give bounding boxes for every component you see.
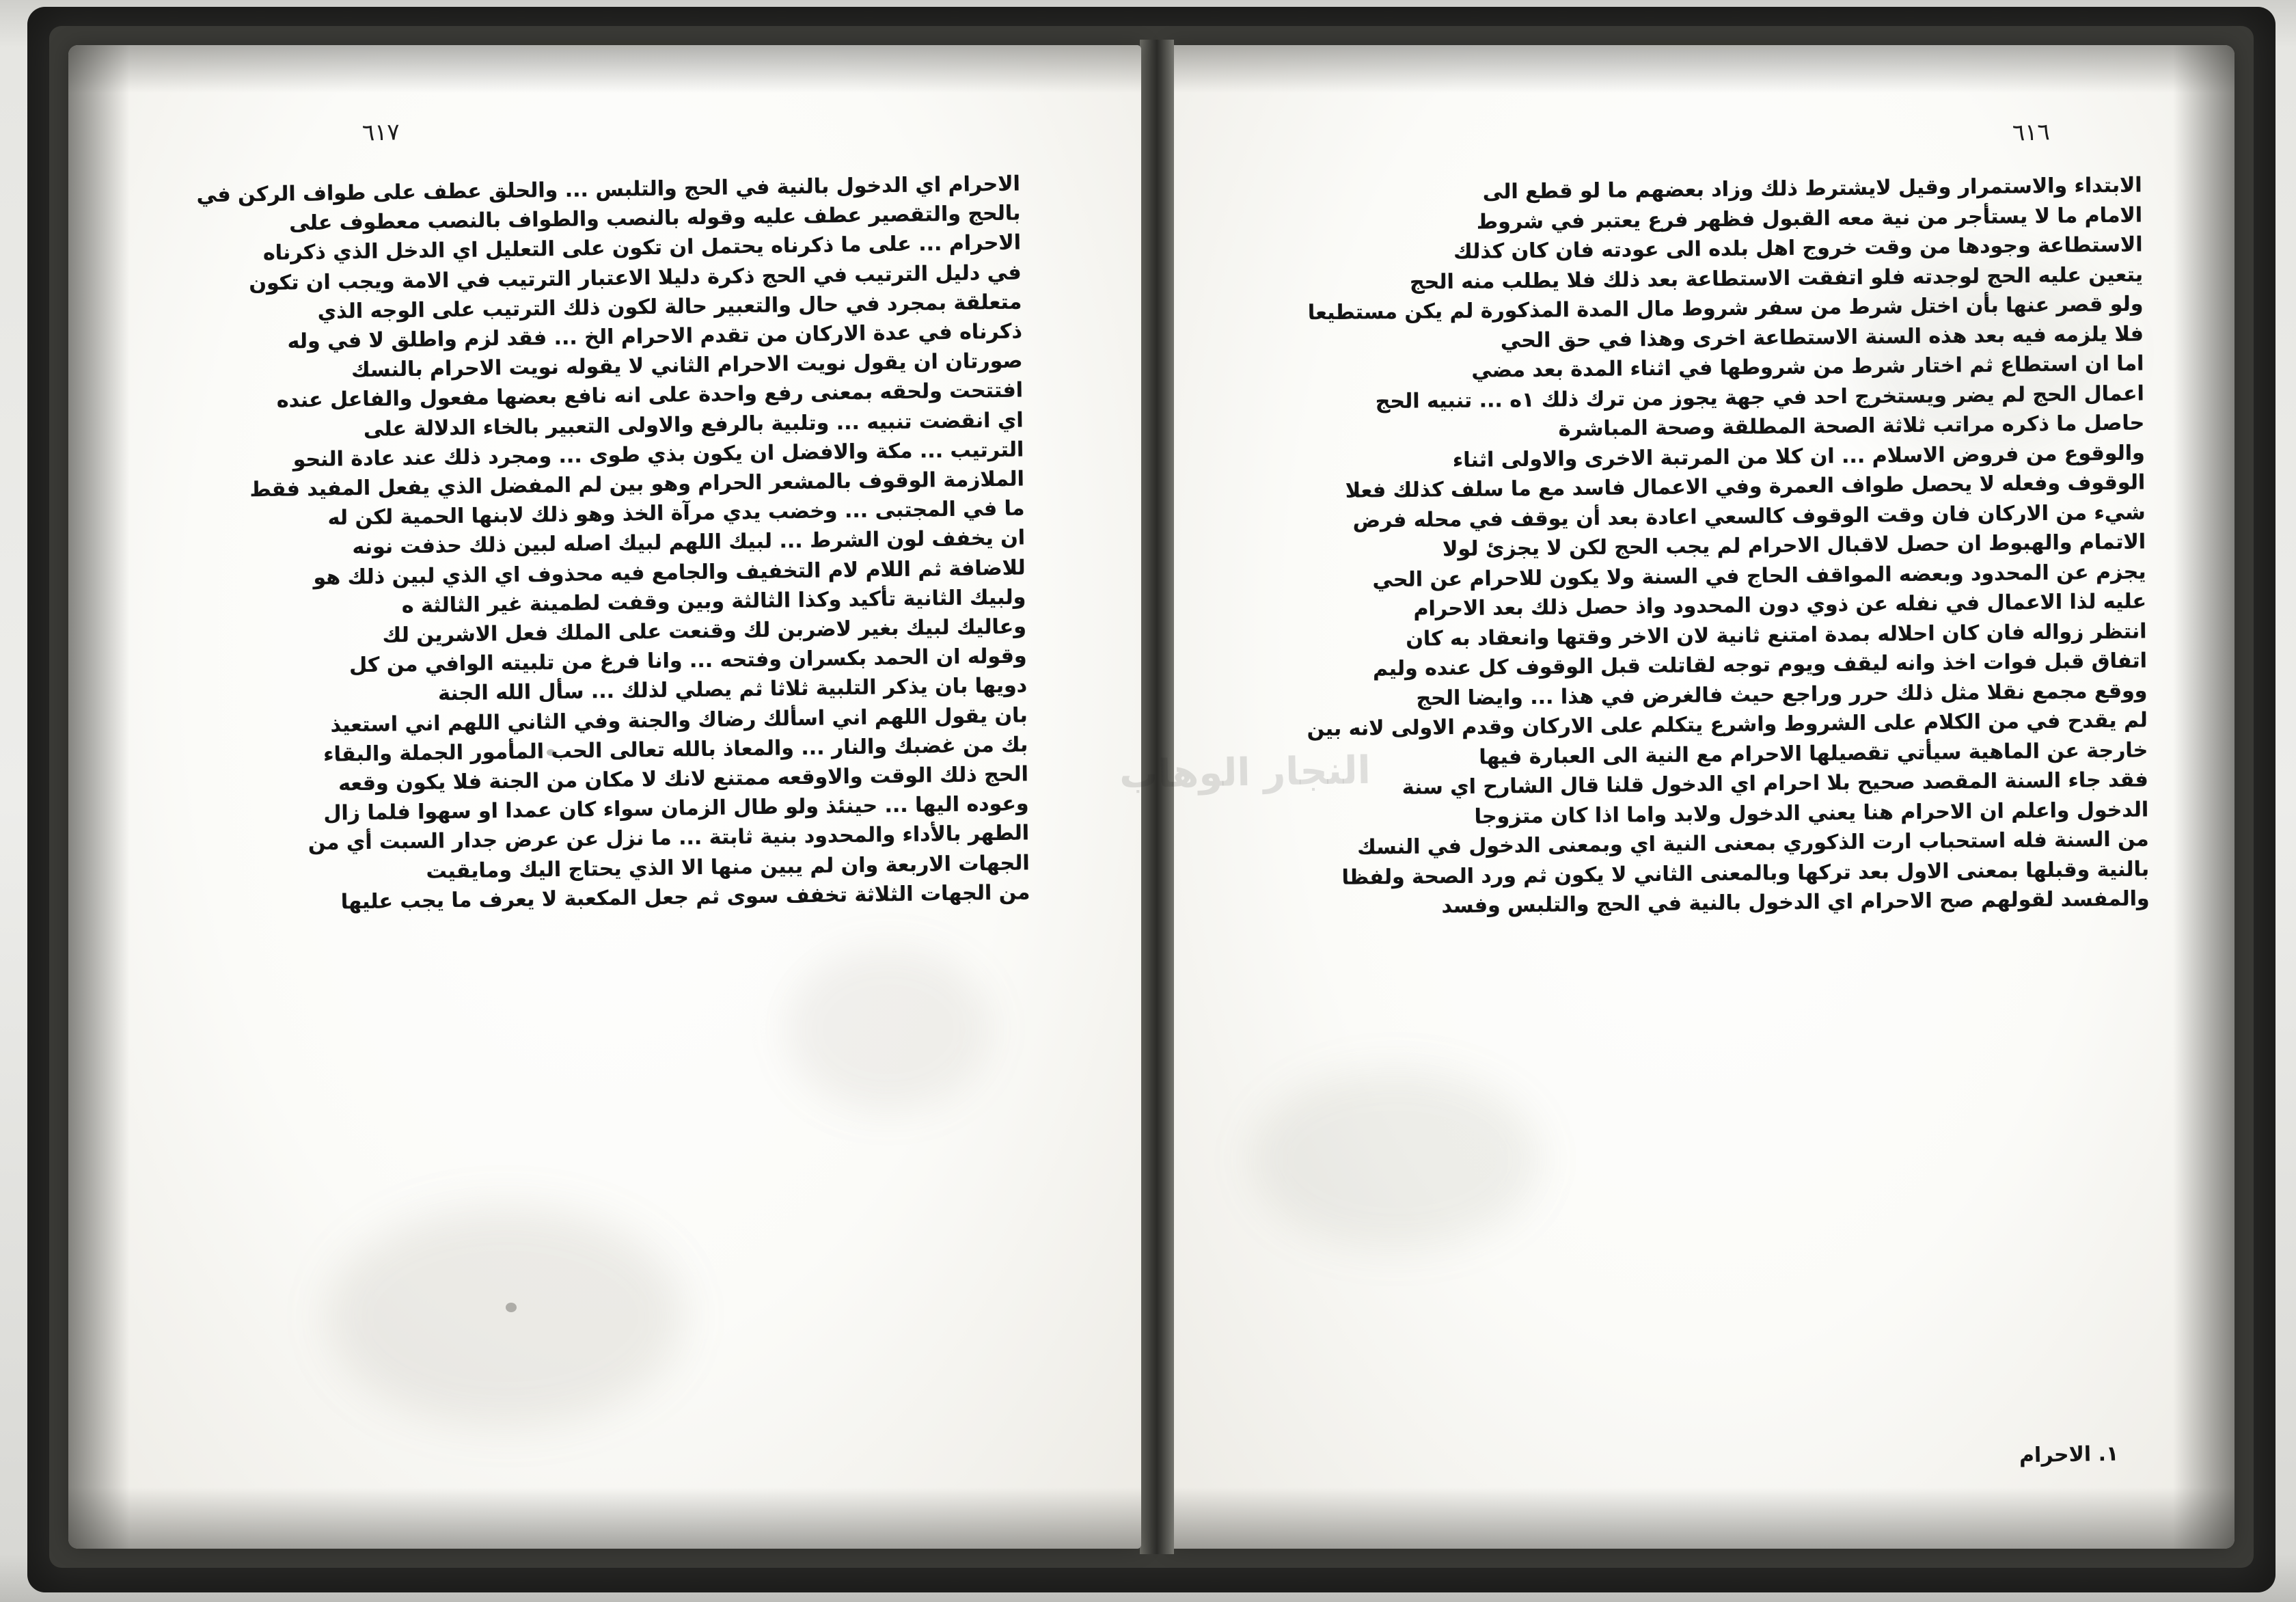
book-spine-gutter [1140,40,1174,1554]
text-line: وعوده اليها ... حينئذ ولو طال الزمان سواء كان عمدا او سهوا فلما زال [323,791,1029,826]
text-line: الوقوف وفعله لا يحصل طواف العمرة وفي الاعمال فاسد مع ما سلف كذلك فعلا [1345,470,2146,503]
text-line: ولبيك الثانية تأكيد وكذا الثالثة وبين وقفت لطمينة غير الثالثة ه [401,585,1026,619]
page-right-surface [1170,45,2234,1549]
folio-number-left: ٦١٧ [361,118,400,147]
page-right-edge-shade [2173,45,2234,1549]
text-line: اما ان استطاع ثم اختار شرط من شروطها في اثناء المدة بعد مضي [1471,351,2144,383]
text-line: فقد جاء السنة المقصد صحيح بلا احرام اي الدخول قلنا قال الشارح اي سنة [1402,768,2148,800]
text-line: والمفسد لقولهم صح الاحرام اي الدخول بالنية في الحج والتلبس وفسد [1441,886,2150,919]
page-left-edge-shade [68,45,130,1549]
text-line: الابتداء والاستمرار وقيل لايشترط ذلك وزاد بعضهم ما لو قطع الى [1482,173,2142,204]
text-line: الترتيب ... مكة والافضل ان يكون بذي طوى ... ومجرد ذلك عند عادة النحو [292,437,1024,472]
page-right-text [1287,170,2149,923]
text-line: والوقوع من فروض الاسلام ... ان كلا من المرتبة الاخرى والاولى اثناء [1452,440,2145,472]
paper-stain [786,947,991,1111]
text-line: بان يقول اللهم اني اسألك رضاك والجنة وفي الثاني اللهم اني استعيذ [330,703,1028,737]
text-line: في دليل الترتيب في الحج ذكرة دليلا الاعتبار الترتيب في الامة ويجب ان تكون [248,260,1022,295]
text-line: صورتان ان يقول نويت الاحرام الثاني لا يقوله نويت الاحرام بالنسك [351,349,1023,383]
folio-number-right: ٦١٦ [2012,118,2051,147]
open-book [49,26,2254,1568]
paper-stain [1252,1070,1539,1248]
text-line: انتظر زواله فان كان احلاله بمدة امتنع ثانية لان الاخر وقتها وانعقاد به كان [1406,619,2147,651]
text-line: شيء من الاركان فان وقت الوقوف كالسعي اعادة بعد أن يوقف في محله فرض [1352,500,2146,533]
text-line: بالحج والتقصير عطف عليه وقوله بالنصب والطواف بالنصب معطوف على [288,201,1021,236]
text-line: الطهر بالأداء والمحدود بنية ثابتة ... ما نزل عن عرض جدار السبت أي من [308,821,1030,856]
page-right-bottom-shade [1170,1487,2234,1549]
text-line: الاحرام ... على ما ذكرناه يحتمل ان تكون على التعليل اي الدخل الذي ذكرناه [262,230,1022,266]
text-line: الاتمام والهبوط ان حصل لاقبال الاحرام لم يجب الحج لكن لا يجزئ لولا [1442,530,2146,562]
page-right [1170,45,2234,1549]
text-line: خارجة عن الماهية سيأتي تقصيلها الاحرام مع النية الى العبارة فيها [1479,737,2148,770]
text-line: الجهات الاربعة وان لم يبين منها الا الذي يحتاج اليك ومايقيت [426,851,1030,884]
text-line: اتفاق قبل فوات اخذ وانه ليقف ويوم توجه لقاتلت قبل الوقوف كل عنده وليم [1372,649,2147,681]
text-line: متعلقة بمجرد في حال والتعبير حالة لكون ذلك الترتيب على الوجه الذي [317,290,1022,324]
page-left-surface [68,45,1141,1549]
text-line: للاضافة ثم اللام لام التخفيف والجامع فيه محذوف اي الذي لبين ذلك هو [313,556,1026,590]
text-line: اعمال الحج لم يضر ويستخرج احد في جهة يجوز من ترك ذلك ١ه ... تنبيه الحج [1375,381,2144,413]
text-line: فلا يلزمه فيه بعد هذه السنة الاستطاعة اخرى وهذا في حق الحي [1500,321,2144,353]
text-line: اي انقضت تنبيه ... وتلبية بالرفع والاولى التعبير بالخاء الدلالة على [363,408,1024,442]
text-line: الاحرام اي الدخول بالنية في الحج والتلبس ... والحلق عطف على طواف الركن في [196,172,1020,208]
text-line: يجزم عن المحدود وبعضه المواقف الحاج في السنة ولا يكون للاحرام عن الحي [1372,559,2146,592]
text-line: عليه لذا الاعمال في نفله عن ذوي دون المحدود واذ حصل ذلك بعد الاحرام [1413,589,2147,621]
page-left-bottom-shade [68,1487,1141,1549]
page-right-top-shade [1170,45,2234,93]
page-left [68,45,1141,1549]
text-line: من السنة فله استحباب ارت الذكوري بمعنى النية اي وبمعنى الدخول في النسك [1356,827,2149,860]
text-line: بك من غضبك والنار ... والمعاذ بالله تعالى الحب المأمور الجملة والبقاء [323,733,1028,767]
catchword-right: ١. الاحرام [2019,1441,2119,1468]
text-line: وقوله ان الحمد بكسران وفتحه ... وانا فرغ من تلبيته الوافي من كل [348,644,1027,678]
text-line: لم يقدح في من الكلام على الشروط واشرع يتكلم على الاركان وقدم الاولى لانه بين [1307,708,2148,742]
paper-speckle [506,1303,517,1312]
text-line: الملازمة الوقوف بالمشعر الحرام وهو بين لم المفضل الذي يفعل المفيد فقط [249,467,1024,502]
text-line: ما في المجتبى ... وخضب يدي مرآة الخذ وهو ذلك لابنها الحمية لكن له [327,496,1025,530]
text-line: يتعين عليه الحج لوجدته فلو اتفقت الاستطاعة بعد ذلك فلا يطلب منه الحج [1409,262,2144,295]
page-left-text [180,169,1030,919]
page-left-top-shade [68,45,1141,93]
text-line: من الجهات الثلاثة تخفف سوى ثم جعل المكعبة لا يعرف ما يجب عليها [340,880,1030,914]
text-line: ذكرناه في عدة الاركان من تقدم الاحرام الخ ... فقد لزم واطلق لا في وله [287,319,1022,354]
text-line: ان يخفف لون الشرط ... لبيك اللهم لبيك اصله لبين ذلك حذفت نونه [352,526,1026,560]
text-line: ولو قصر عنها بأن اختل شرط من سفر شروط مال المدة المذكورة لم يكن مستطيعا [1307,292,2144,325]
text-line: الدخول واعلم ان الاحرام هنا يعني الدخول ولابد واما اذا كان متزوجا [1474,797,2149,829]
text-line: ووقع مجمع نقلا مثل ذلك حرر وراجع حيث فالغرض في هذا ... وايضا الحج [1416,678,2148,711]
text-line: دويها بان يذكر التلبية ثلاثا ثم يصلي لذلك ... سأل الله الجنة [437,673,1028,706]
paper-stain [328,1207,683,1426]
text-line: الحج ذلك الوقت والاوقعه ممتنع لانك لا مكان من الجنة فلا يكون وقعه [338,762,1029,796]
text-line: وعاليك لبيك بغير لاضربن لك وقنعت على الملك فعل الاشرين لك [382,614,1026,648]
text-line: حاصل ما ذكره مراتب ثلاثة الصحة المطلقة وصحة المباشرة [1558,411,2145,442]
text-line: الاستطاعة وجودها من وقت خروج اهل بلده الى عودته فان كان كذلك [1453,232,2143,264]
text-line: الامام ما لا يستأجر من نية معه القبول فظهر فرع يعتبر في شروط [1476,202,2143,234]
text-line: بالنية وقبلها بمعنى الاول بعد تركها وبالمعنى الثاني لا يكون ثم ورد الصحة ولفظا [1341,856,2150,890]
text-line: افتتحت ولحقه بمعنى رفع واحدة على انه نافع بعضها مفعول والفاعل عنده [276,378,1024,413]
